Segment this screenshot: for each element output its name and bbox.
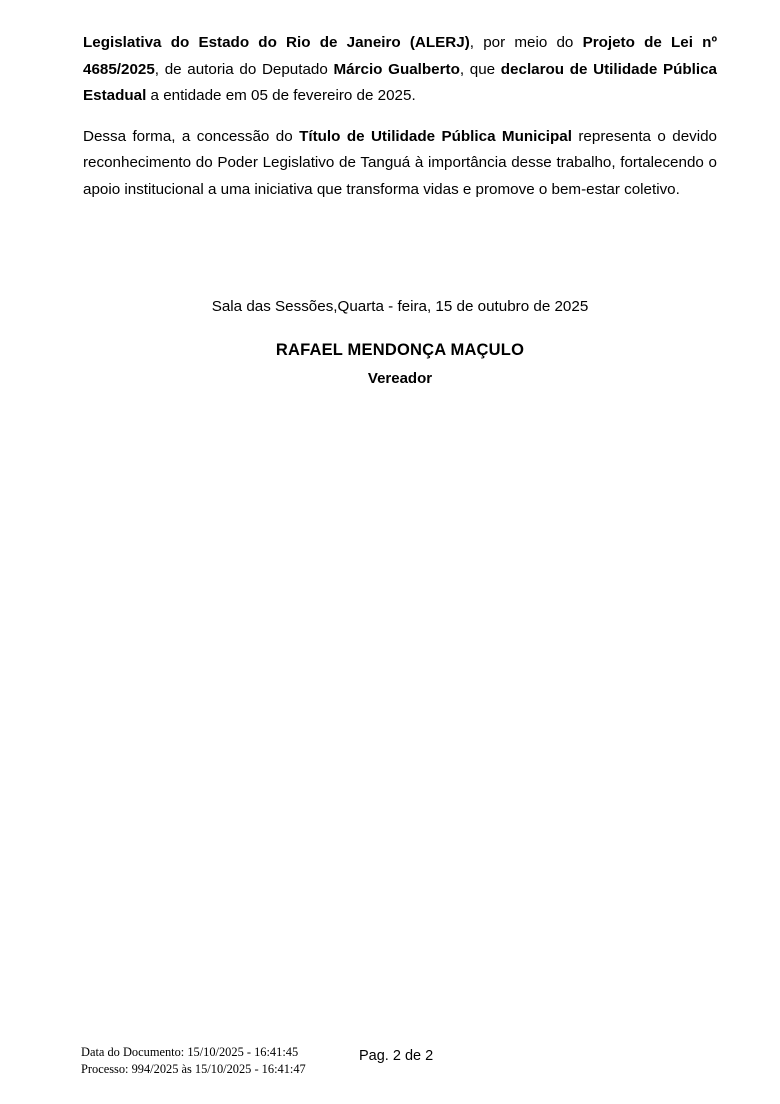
page-footer xyxy=(0,1040,780,1104)
signature-role: Vereador xyxy=(367,370,433,387)
text-run: Dessa forma, a concessão do xyxy=(83,127,300,145)
paragraph-2 xyxy=(83,124,717,204)
footer-page-number: Pag. 2 de 2 xyxy=(359,1048,434,1064)
session-line: Sala das Sessões,Quarta - feira, 15 de outubro de 2025 xyxy=(211,298,589,315)
footer-metadata xyxy=(81,1044,306,1077)
footer-document-date: Data do Documento: 15/10/2025 - 16:41:45 xyxy=(81,1045,299,1059)
signature-name: RAFAEL MENDONÇA MAÇULO xyxy=(275,341,525,359)
footer-process: Processo: 994/2025 às 15/10/2025 - 16:41:47 xyxy=(81,1061,306,1076)
text-run: , por meio do xyxy=(469,34,583,51)
text-run-bold: declarou de Utilidade Pública Estadual xyxy=(83,60,717,104)
document-body xyxy=(83,30,717,203)
text-run-bold: Márcio Gualberto xyxy=(333,60,460,78)
text-run: a entidade em 05 de fevereiro de 2025. xyxy=(146,87,416,104)
text-run-bold: Legislativa do Estado do Rio de Janeiro (ALERJ) xyxy=(83,34,470,51)
text-run: , que xyxy=(459,60,501,78)
text-run-bold: Projeto de Lei nº 4685/2025 xyxy=(83,34,717,78)
text-run-bold: Título de Utilidade Pública Municipal xyxy=(299,127,572,145)
text-run: , de autoria do Deputado xyxy=(154,60,334,78)
text-run: representa o devido reconhecimento do Poder Legislativo de Tanguá à importância desse trabalho, fortalecendo o apoio institucional a uma iniciativa que transforma vidas e promove o bem-estar coletivo. xyxy=(83,127,718,198)
paragraph-1 xyxy=(83,30,717,110)
